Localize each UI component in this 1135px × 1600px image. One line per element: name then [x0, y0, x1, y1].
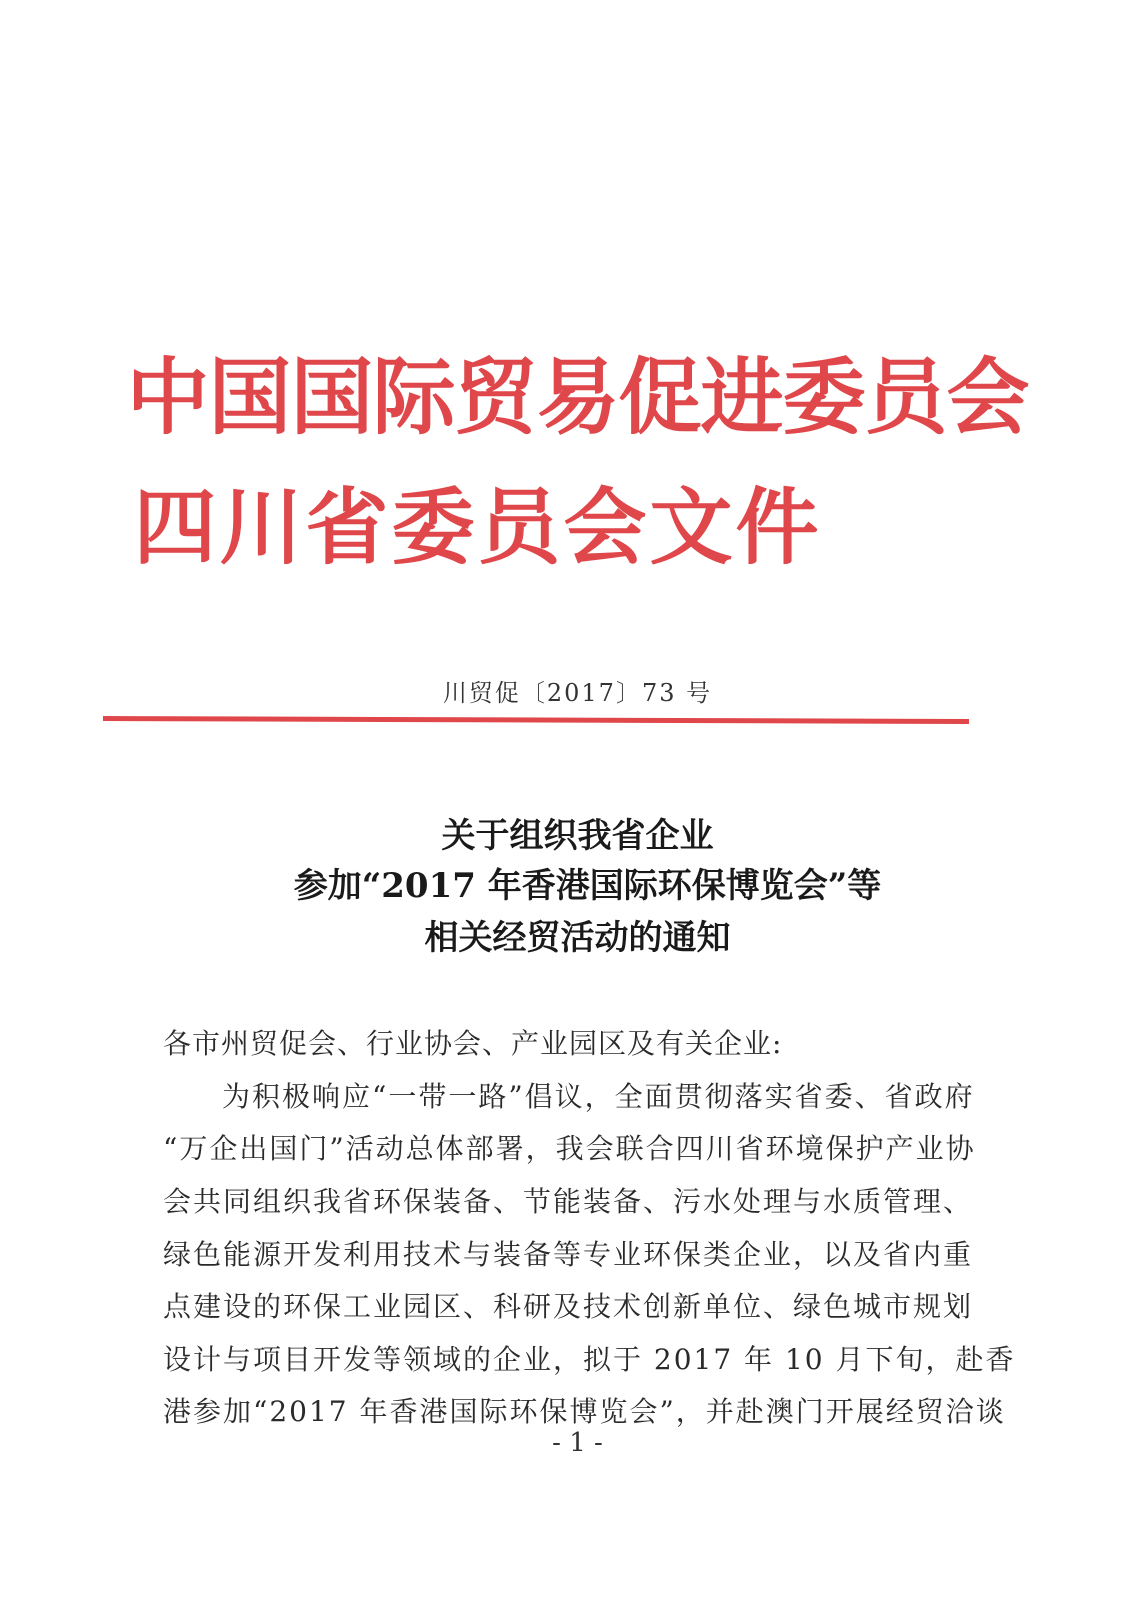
- paragraph-line: 港参加“2017 年香港国际环保博览会”，并赴澳门开展经贸洽谈: [163, 1395, 1006, 1428]
- notice-title-line-3: 相关经贸活动的通知: [424, 918, 731, 958]
- paragraph-line: 绿色能源开发利用技术与装备等专业环保类企业，以及省内重: [163, 1238, 974, 1271]
- paragraph-line: 点建设的环保工业园区、科研及技术创新单位、绿色城市规划: [163, 1290, 974, 1323]
- paragraph-line: 设计与项目开发等领域的企业，拟于 2017 年 10 月下旬，赴香: [163, 1343, 1016, 1376]
- paragraph-line: “万企出国门”活动总体部署，我会联合四川省环境保护产业协: [163, 1132, 976, 1165]
- paragraph-line: 为积极响应“一带一路”倡议，全面贯彻落实省委、省政府: [222, 1080, 975, 1113]
- salutation: 各市州贸促会、行业协会、产业园区及有关企业:: [163, 1027, 783, 1060]
- notice-title-line-1: 关于组织我省企业: [441, 816, 714, 856]
- document-number: 川贸促〔2017〕73 号: [442, 679, 713, 707]
- issuing-organization-line-2: 四川省委员会文件: [133, 479, 822, 576]
- notice-title-line-2: 参加“2017 年香港国际环保博览会”等: [293, 866, 882, 906]
- red-divider-line: [103, 716, 969, 724]
- paragraph-line: 会共同组织我省环保装备、节能装备、污水处理与水质管理、: [163, 1185, 974, 1218]
- page-number: - 1 -: [552, 1428, 603, 1458]
- issuing-organization-line-1: 中国国际贸易促进委员会: [126, 349, 1029, 446]
